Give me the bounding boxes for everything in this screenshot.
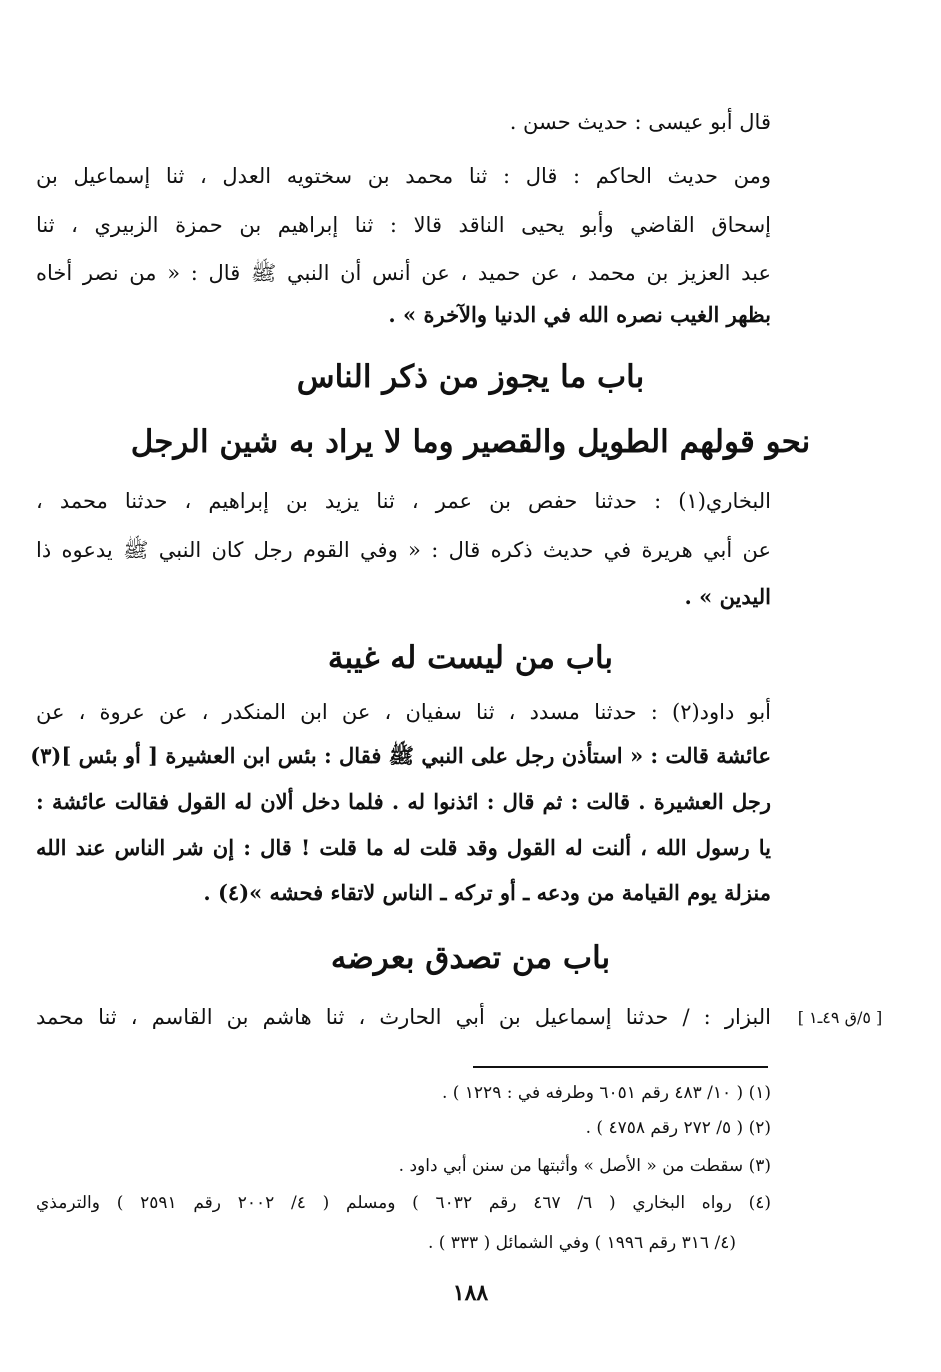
text-line: عائشة قالت : « استأذن رجل على النبي ﷺ فقال : بئس ابن العشيرة [ أو بئس ](٣) [30, 743, 771, 768]
footnote-divider [473, 1066, 768, 1068]
text-line: البزار : / حدثنا إسماعيل بن أبي الحارث ، ثنا هاشم بن القاسم ، ثنا محمد [36, 1005, 771, 1029]
text-line: عن أبي هريرة في حديث ذكره قال : « وفي القوم رجل كان النبي ﷺ يدعوه ذا [36, 538, 771, 562]
chapter-heading: باب من ليست له غيبة [327, 640, 614, 676]
text-line: بظهر الغيب نصره الله في الدنيا والآخرة » . [388, 302, 771, 327]
text-line: ومن حديث الحاكم : قال : ثنا محمد بن سختويه العدل ، ثنا إسماعيل بن [36, 164, 771, 188]
chapter-heading: باب ما يجوز من ذكر الناس [296, 359, 645, 395]
text-line: عبد العزيز بن محمد ، عن حميد ، عن أنس أن النبي ﷺ قال : « من نصر أخاه [36, 261, 771, 285]
chapter-heading: باب من تصدق بعرضه [330, 940, 611, 976]
footnote: (٣) سقطت من « الأصل » وأثبتها من سنن أبي داود . [398, 1156, 771, 1176]
text-line: البخاري(١) : حدثنا حفص بن عمر ، ثنا يزيد بن إبراهيم ، حدثنا محمد ، [36, 489, 771, 513]
text-line: منزلة يوم القيامة من ودعه ـ أو تركه ـ الناس لاتقاء فحشه »(٤) . [203, 880, 771, 905]
chapter-subheading: نحو قولهم الطويل والقصير وما لا يراد به شين الرجل [130, 424, 811, 460]
footnote: (١) ( ١٠/ ٤٨٣ رقم ٦٠٥١ وطرفه في : ١٢٢٩ ) . [441, 1083, 771, 1103]
text-line: إسحاق القاضي وأبو يحيى الناقد قالا : ثنا إبراهيم بن حمزة الزبيري ، ثنا [36, 213, 771, 237]
text-line: اليدين » . [684, 584, 771, 609]
text-line: رجل العشيرة . قالت : ثم قال : ائذنوا له . فلما دخل ألان له القول فقالت عائشة : [36, 789, 771, 814]
footnote: (٤/ ٣١٦ رقم ١٩٩٦ ) وفي الشمائل ( ٣٣٣ ) . [427, 1233, 736, 1253]
page-number: ١٨٨ [452, 1280, 489, 1306]
footnote: (٤) رواه البخاري ( ٦/ ٤٦٧ رقم ٦٠٣٢ ) ومسلم ( ٤/ ٢٠٠٢ رقم ٢٥٩١ ) والترمذي [36, 1193, 771, 1213]
text-line: أبو داود(٢) : حدثنا مسدد ، ثنا سفيان ، عن ابن المنكدر ، عن عروة ، عن [36, 700, 771, 724]
manuscript-folio-note: [ ٥/ق ٤٩ـ١ ] [797, 1008, 883, 1027]
text-line: قال أبو عيسى : حديث حسن . [509, 110, 771, 134]
footnote: (٢) ( ٥/ ٢٧٢ رقم ٤٧٥٨ ) . [585, 1118, 771, 1138]
text-line: يا رسول الله ، ألنت له القول وقد قلت له ما قلت ! قال : إن شر الناس عند الله [36, 835, 771, 860]
